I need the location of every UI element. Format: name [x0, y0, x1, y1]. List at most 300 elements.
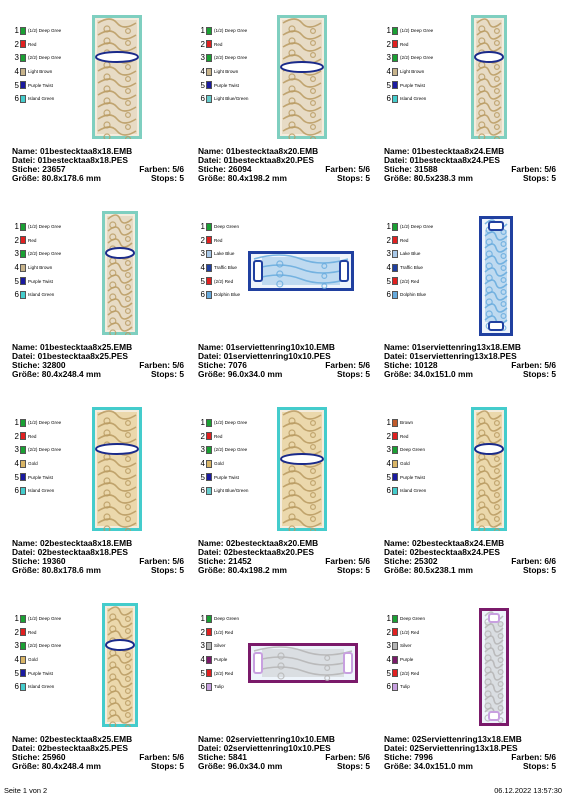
legend-index: 5: [14, 472, 19, 482]
thread-swatch: [20, 68, 26, 76]
legend-index: 5: [200, 80, 205, 90]
design-file-row: Datei: 02bestecktaa8x25.PES: [12, 743, 128, 753]
stitch-count-row: Stiche: 32800 Farben: 5/6: [12, 360, 184, 370]
design-file: 02bestecktaa8x24.PES: [409, 547, 500, 557]
design-file-row: Datei: 01serviettenring13x18.PES: [384, 351, 517, 361]
thread-name: Purple: [214, 657, 228, 663]
embroidery-preview: [471, 407, 507, 536]
stitch-count-row: Stiche: 25302 Farben: 6/6: [384, 556, 556, 566]
thread-swatch: [206, 40, 212, 48]
thread-swatch: [206, 236, 212, 244]
thread-swatch: [20, 264, 26, 272]
legend-row: [385, 274, 433, 288]
design-name: 02bestecktaa8x20.EMB: [225, 538, 319, 548]
legend-row: [13, 612, 61, 626]
thread-swatch: [392, 419, 398, 427]
legend-row: [199, 653, 239, 667]
page-number: Seite 1 von 2: [4, 786, 48, 795]
size-row: Größe: 80.8x178.6 mm Stops: 5: [12, 173, 184, 183]
thread-swatch: [392, 236, 398, 244]
legend-index: 1: [386, 614, 391, 624]
thread-color-legend: [199, 416, 248, 498]
design-name: 02serviettenring10x10.EMB: [225, 734, 335, 744]
legend-index: 3: [386, 445, 391, 455]
thread-swatch: [392, 81, 398, 89]
legend-index: 2: [200, 235, 205, 245]
thread-color-legend: [385, 416, 426, 498]
design-file-row: Datei: 02serviettenring10x10.PES: [198, 743, 331, 753]
stop-count: 5: [551, 369, 556, 379]
thread-color-legend: [13, 24, 61, 106]
legend-row: [385, 220, 433, 234]
thread-name: (1/2) Deep Gree: [214, 28, 248, 34]
print-timestamp: 06.12.2022 13:57:30: [494, 786, 562, 795]
thread-name: (1/2) Deep Gree: [400, 224, 434, 230]
stitch-count: 5841: [228, 752, 247, 762]
thread-color-legend: [385, 24, 433, 106]
thread-name: (2/2) Deep Gree: [400, 55, 434, 61]
thread-name: Dolphin Blue: [400, 292, 427, 298]
stop-count: 5: [365, 565, 370, 575]
thread-swatch: [20, 81, 26, 89]
thread-swatch: [392, 669, 398, 677]
legend-index: 2: [200, 431, 205, 441]
thread-swatch: [392, 68, 398, 76]
design-name-row: Name: 01serviettenring13x18.EMB: [384, 342, 521, 352]
design-name-row: Name: 02bestecktaa8x25.EMB: [12, 734, 133, 744]
stitch-count: 26094: [228, 164, 252, 174]
legend-index: 4: [14, 67, 19, 77]
color-count: 5/6: [358, 360, 370, 370]
legend-index: 4: [200, 459, 205, 469]
size-row: Größe: 80.4x198.2 mm Stops: 5: [198, 173, 370, 183]
design-info: [198, 147, 370, 183]
thread-name: Island Green: [28, 488, 55, 494]
thread-swatch: [206, 460, 212, 468]
thread-name: Gold: [400, 461, 410, 467]
legend-row: [385, 470, 426, 484]
thread-name: (1/2) Red: [214, 629, 234, 635]
design-file-row: Datei: 01serviettenring10x10.PES: [198, 351, 331, 361]
legend-index: 4: [386, 655, 391, 665]
thread-swatch: [206, 291, 212, 299]
thread-name: Red: [28, 629, 37, 635]
design-file: 02bestecktaa8x25.PES: [37, 743, 128, 753]
legend-row: [13, 470, 61, 484]
thread-name: Red: [214, 433, 223, 439]
legend-index: 5: [200, 276, 205, 286]
design-card: [190, 402, 376, 592]
design-card: [4, 206, 190, 396]
design-card: [190, 10, 376, 200]
thread-name: (2/2) Red: [400, 670, 420, 676]
thread-name: Traffic Blue: [214, 265, 237, 271]
thread-color-legend: [385, 220, 433, 302]
thread-swatch: [20, 40, 26, 48]
thread-swatch: [20, 432, 26, 440]
design-file-row: Datei: 02bestecktaa8x20.PES: [198, 547, 314, 557]
legend-row: [199, 261, 240, 275]
design-file: 02bestecktaa8x18.PES: [37, 547, 128, 557]
legend-row: [13, 38, 61, 52]
legend-index: 2: [200, 39, 205, 49]
thread-swatch: [20, 446, 26, 454]
design-name-row: Name: 02bestecktaa8x20.EMB: [198, 538, 319, 548]
design-file: 02serviettenring10x10.PES: [223, 743, 331, 753]
legend-row: [199, 65, 248, 79]
thread-swatch: [206, 473, 212, 481]
legend-index: 5: [386, 276, 391, 286]
thread-name: (2/2) Red: [214, 278, 234, 284]
thread-swatch: [392, 264, 398, 272]
design-card: [4, 402, 190, 592]
legend-index: 5: [386, 472, 391, 482]
thread-swatch: [20, 628, 26, 636]
legend-index: 2: [386, 627, 391, 637]
stop-count: 5: [179, 369, 184, 379]
legend-index: 2: [14, 431, 19, 441]
thread-swatch: [20, 683, 26, 691]
thread-name: Red: [214, 237, 223, 243]
stitch-count-row: Stiche: 21452 Farben: 5/6: [198, 556, 370, 566]
color-count: 5/6: [358, 164, 370, 174]
thread-swatch: [20, 291, 26, 299]
design-size: 80.5x238.1 mm: [413, 565, 473, 575]
thread-name: Traffic Blue: [400, 265, 423, 271]
thread-name: Light Blue/Green: [214, 96, 249, 102]
thread-swatch: [20, 615, 26, 623]
legend-row: [385, 78, 433, 92]
stop-count: 5: [551, 173, 556, 183]
thread-name: (1/2) Deep Gree: [214, 420, 248, 426]
design-name: 02Serviettenring13x18.EMB: [411, 734, 522, 744]
legend-index: 1: [200, 26, 205, 36]
thread-swatch: [392, 291, 398, 299]
design-card: [376, 206, 562, 396]
thread-name: Red: [400, 433, 409, 439]
legend-index: 1: [200, 418, 205, 428]
thread-name: Gold: [28, 657, 38, 663]
legend-index: 5: [14, 276, 19, 286]
legend-row: [199, 24, 248, 38]
legend-row: [385, 92, 433, 106]
legend-row: [385, 484, 426, 498]
legend-index: 6: [386, 486, 391, 496]
design-info: [384, 343, 556, 379]
design-name: 01bestecktaa8x25.EMB: [39, 342, 133, 352]
legend-row: [13, 666, 61, 680]
thread-name: Red: [214, 41, 223, 47]
thread-name: Purple Twist: [400, 82, 425, 88]
stop-count: 5: [365, 761, 370, 771]
stitch-count-row: Stiche: 25960 Farben: 5/6: [12, 752, 184, 762]
design-file: 02Serviettenring13x18.PES: [409, 743, 518, 753]
legend-index: 6: [14, 682, 19, 692]
legend-row: [199, 612, 239, 626]
legend-row: [13, 457, 61, 471]
design-size: 80.4x198.2 mm: [227, 565, 287, 575]
legend-index: 3: [386, 53, 391, 63]
embroidery-preview: [92, 407, 142, 536]
color-count: 5/6: [544, 360, 556, 370]
thread-color-legend: [199, 220, 240, 302]
design-size: 80.4x248.4 mm: [41, 761, 101, 771]
legend-index: 5: [14, 80, 19, 90]
thread-name: Purple Twist: [28, 278, 53, 284]
design-info: [198, 343, 370, 379]
legend-row: [199, 92, 248, 106]
thread-swatch: [20, 669, 26, 677]
legend-row: [385, 626, 425, 640]
legend-row: [385, 288, 433, 302]
legend-row: [385, 24, 433, 38]
stitch-count: 32800: [42, 360, 66, 370]
thread-swatch: [392, 487, 398, 495]
thread-name: Deep Green: [400, 616, 426, 622]
thread-swatch: [206, 81, 212, 89]
legend-index: 4: [200, 263, 205, 273]
legend-row: [199, 639, 239, 653]
legend-index: 6: [14, 94, 19, 104]
thread-name: (1/2) Deep Gree: [28, 28, 62, 34]
thread-name: Red: [28, 433, 37, 439]
legend-row: [199, 666, 239, 680]
thread-swatch: [20, 460, 26, 468]
color-count: 6/6: [544, 556, 556, 566]
size-row: Größe: 34.0x151.0 mm Stops: 5: [384, 369, 556, 379]
design-name: 02bestecktaa8x18.EMB: [39, 538, 133, 548]
embroidery-preview: [277, 407, 327, 536]
thread-name: Red: [400, 41, 409, 47]
thread-name: (2/2) Deep Gree: [28, 447, 62, 453]
legend-row: [385, 639, 425, 653]
thread-name: (2/2) Red: [214, 670, 234, 676]
legend-row: [199, 247, 240, 261]
thread-name: Red: [400, 237, 409, 243]
legend-row: [13, 443, 61, 457]
legend-index: 1: [200, 222, 205, 232]
thread-swatch: [206, 446, 212, 454]
legend-row: [385, 234, 433, 248]
legend-index: 6: [200, 682, 205, 692]
thread-swatch: [20, 95, 26, 103]
design-info: [12, 735, 184, 771]
legend-index: 2: [200, 627, 205, 637]
stop-count: 5: [179, 565, 184, 575]
legend-row: [13, 680, 61, 694]
size-row: Größe: 80.5x238.3 mm Stops: 5: [384, 173, 556, 183]
thread-swatch: [392, 223, 398, 231]
legend-index: 5: [14, 668, 19, 678]
legend-index: 3: [14, 249, 19, 259]
color-count: 5/6: [544, 164, 556, 174]
design-file: 01bestecktaa8x18.PES: [37, 155, 128, 165]
legend-index: 1: [14, 614, 19, 624]
legend-index: 6: [200, 290, 205, 300]
legend-index: 1: [14, 222, 19, 232]
thread-swatch: [392, 277, 398, 285]
thread-swatch: [392, 656, 398, 664]
legend-index: 1: [14, 418, 19, 428]
thread-name: Island Green: [400, 96, 427, 102]
design-info: [12, 147, 184, 183]
thread-swatch: [20, 54, 26, 62]
thread-swatch: [392, 250, 398, 258]
thread-name: Lake Blue: [400, 251, 421, 257]
embroidery-preview: [102, 603, 138, 732]
thread-swatch: [20, 419, 26, 427]
thread-name: (1/2) Deep Gree: [28, 616, 62, 622]
design-size: 80.5x238.3 mm: [413, 173, 473, 183]
thread-name: Island Green: [400, 488, 427, 494]
design-card: [4, 598, 190, 788]
design-name-row: Name: 02serviettenring10x10.EMB: [198, 734, 335, 744]
thread-name: Light Brown: [400, 69, 425, 75]
legend-row: [199, 38, 248, 52]
legend-index: 6: [386, 94, 391, 104]
size-row: Größe: 96.0x34.0 mm Stops: 5: [198, 761, 370, 771]
stitch-count: 25960: [42, 752, 66, 762]
legend-row: [13, 274, 61, 288]
legend-row: [385, 443, 426, 457]
design-name: 01serviettenring13x18.EMB: [411, 342, 521, 352]
size-row: Größe: 80.4x248.4 mm Stops: 5: [12, 761, 184, 771]
legend-index: 6: [200, 94, 205, 104]
stop-count: 5: [551, 761, 556, 771]
legend-row: [385, 261, 433, 275]
stitch-count-row: Stiche: 23657 Farben: 5/6: [12, 164, 184, 174]
legend-index: 2: [386, 431, 391, 441]
design-info: [384, 735, 556, 771]
legend-index: 1: [386, 222, 391, 232]
design-file: 01serviettenring10x10.PES: [223, 351, 331, 361]
legend-row: [199, 416, 248, 430]
design-size: 96.0x34.0 mm: [227, 761, 283, 771]
thread-swatch: [392, 628, 398, 636]
color-count: 5/6: [172, 164, 184, 174]
thread-name: Gold: [28, 461, 38, 467]
design-name-row: Name: 02Serviettenring13x18.EMB: [384, 734, 522, 744]
stitch-count-row: Stiche: 7076 Farben: 5/6: [198, 360, 370, 370]
legend-row: [199, 220, 240, 234]
stitch-count-row: Stiche: 19360 Farben: 5/6: [12, 556, 184, 566]
design-info: [198, 539, 370, 575]
thread-color-legend: [199, 24, 248, 106]
embroidery-preview: [471, 15, 507, 144]
legend-index: 5: [200, 668, 205, 678]
thread-name: (2/2) Red: [400, 278, 420, 284]
embroidery-preview: [277, 15, 327, 144]
legend-row: [385, 430, 426, 444]
thread-name: Purple Twist: [400, 474, 425, 480]
legend-row: [13, 220, 61, 234]
thread-name: (2/2) Deep Gree: [28, 55, 62, 61]
thread-swatch: [392, 683, 398, 691]
legend-row: [385, 65, 433, 79]
embroidery-preview: [248, 251, 354, 296]
design-name-row: Name: 02bestecktaa8x24.EMB: [384, 538, 505, 548]
thread-name: (2/2) Deep Gree: [214, 447, 248, 453]
stitch-count: 7996: [414, 752, 433, 762]
thread-name: Light Brown: [214, 69, 239, 75]
thread-name: (1/2) Deep Gree: [28, 224, 62, 230]
design-name: 01bestecktaa8x24.EMB: [411, 146, 505, 156]
legend-row: [199, 457, 248, 471]
stop-count: 5: [551, 565, 556, 575]
design-size: 96.0x34.0 mm: [227, 369, 283, 379]
legend-row: [13, 24, 61, 38]
design-file: 01serviettenring13x18.PES: [409, 351, 517, 361]
thread-swatch: [206, 54, 212, 62]
legend-row: [199, 234, 240, 248]
thread-swatch: [20, 642, 26, 650]
legend-index: 3: [386, 641, 391, 651]
design-info: [12, 539, 184, 575]
thread-swatch: [206, 223, 212, 231]
thread-name: Red: [28, 41, 37, 47]
legend-row: [385, 653, 425, 667]
design-name-row: Name: 01bestecktaa8x25.EMB: [12, 342, 133, 352]
thread-swatch: [20, 473, 26, 481]
stop-count: 5: [365, 369, 370, 379]
stitch-count-row: Stiche: 7996 Farben: 5/6: [384, 752, 556, 762]
legend-index: 4: [14, 263, 19, 273]
legend-index: 2: [386, 39, 391, 49]
legend-row: [13, 261, 61, 275]
thread-swatch: [206, 669, 212, 677]
design-file-row: Datei: 01bestecktaa8x18.PES: [12, 155, 128, 165]
thread-name: Gold: [214, 461, 224, 467]
legend-index: 5: [386, 668, 391, 678]
design-card: [376, 10, 562, 200]
thread-name: Deep Green: [400, 447, 426, 453]
thread-swatch: [206, 656, 212, 664]
legend-row: [385, 612, 425, 626]
thread-name: Island Green: [28, 96, 55, 102]
legend-row: [13, 288, 61, 302]
size-row: Größe: 80.4x198.2 mm Stops: 5: [198, 565, 370, 575]
legend-row: [13, 65, 61, 79]
legend-index: 6: [386, 682, 391, 692]
design-name-row: Name: 01bestecktaa8x20.EMB: [198, 146, 319, 156]
size-row: Größe: 80.5x238.1 mm Stops: 5: [384, 565, 556, 575]
stitch-count-row: Stiche: 26094 Farben: 5/6: [198, 164, 370, 174]
legend-index: 4: [386, 263, 391, 273]
thread-swatch: [20, 656, 26, 664]
design-name: 01serviettenring10x10.EMB: [225, 342, 335, 352]
design-size: 34.0x151.0 mm: [413, 369, 473, 379]
design-name-row: Name: 01bestecktaa8x24.EMB: [384, 146, 505, 156]
thread-swatch: [20, 277, 26, 285]
stitch-count: 10128: [414, 360, 438, 370]
design-file-row: Datei: 02bestecktaa8x24.PES: [384, 547, 500, 557]
thread-color-legend: [13, 612, 61, 694]
thread-swatch: [206, 487, 212, 495]
design-info: [384, 147, 556, 183]
thread-name: Lake Blue: [214, 251, 235, 257]
thread-name: (1/2) Deep Gree: [28, 420, 62, 426]
thread-swatch: [392, 446, 398, 454]
design-info: [384, 539, 556, 575]
legend-index: 5: [200, 472, 205, 482]
legend-index: 1: [386, 26, 391, 36]
thread-name: Purple Twist: [214, 474, 239, 480]
design-file-row: Datei: 02bestecktaa8x18.PES: [12, 547, 128, 557]
thread-swatch: [20, 223, 26, 231]
legend-row: [199, 470, 248, 484]
embroidery-preview: [92, 15, 142, 144]
legend-index: 3: [386, 249, 391, 259]
